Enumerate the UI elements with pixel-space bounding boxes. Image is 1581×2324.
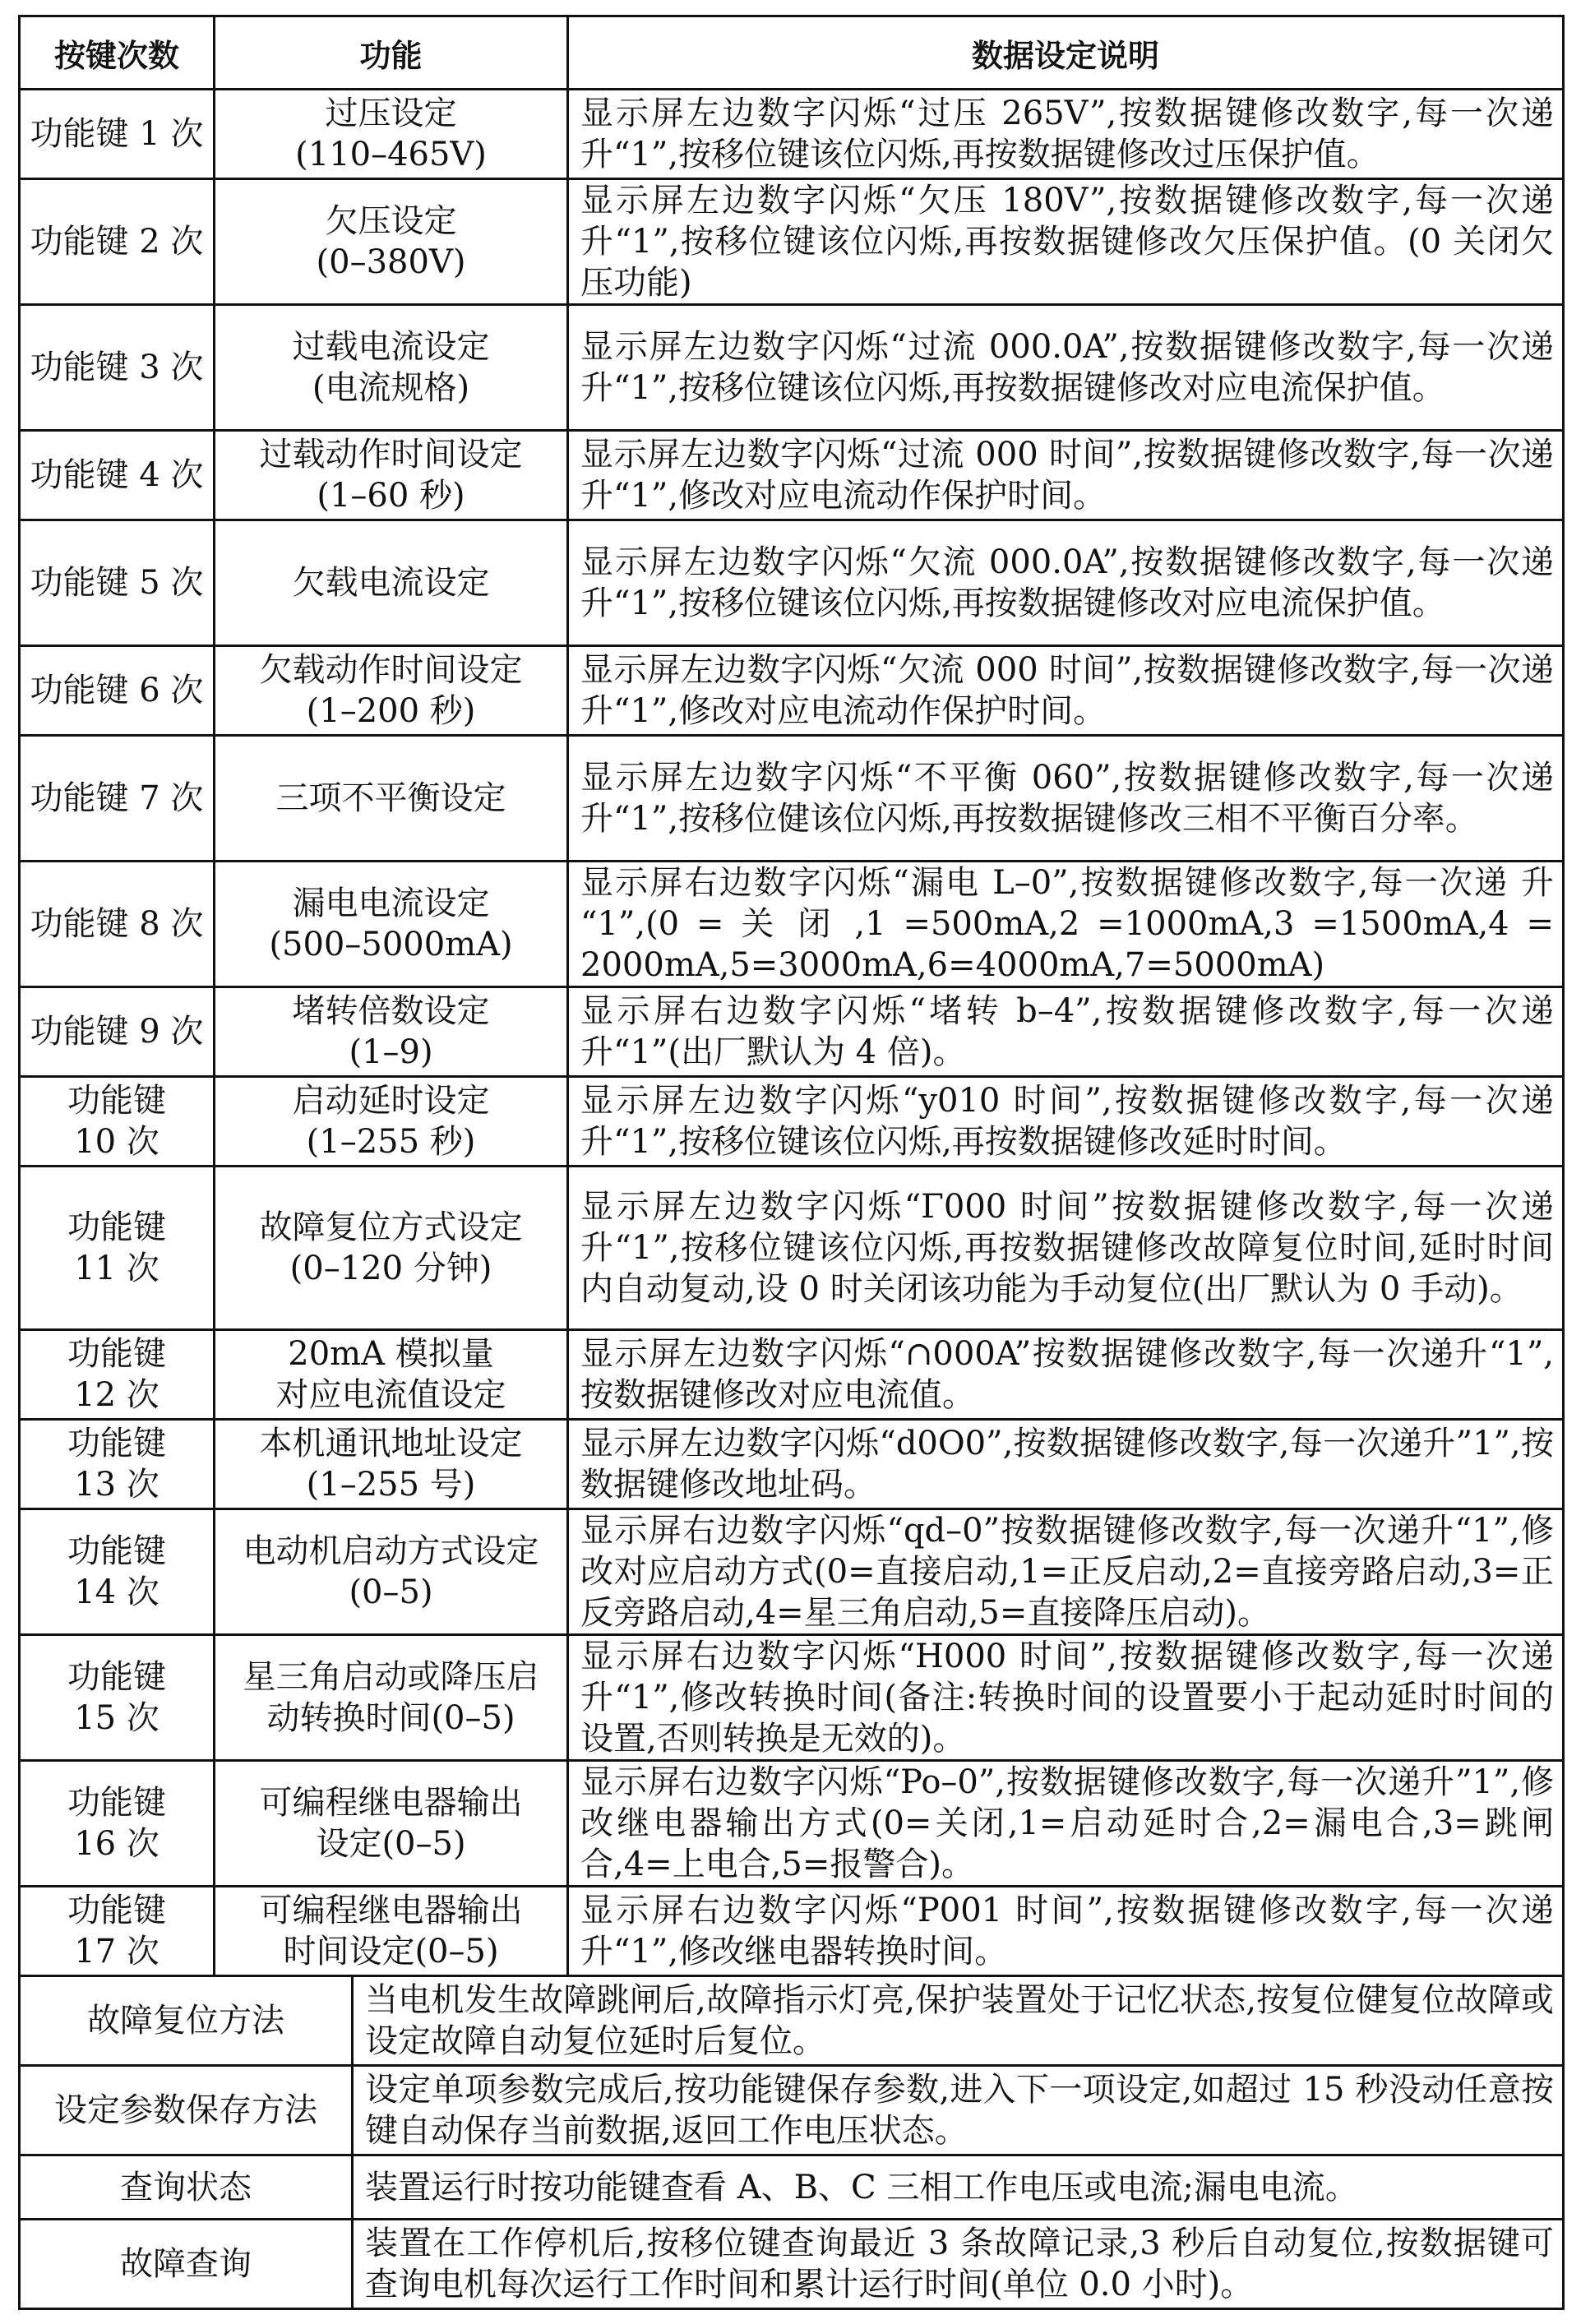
- key-count-cell: 功能键 2 次: [20, 179, 215, 305]
- description-cell: 显示屏左边数字闪烁“不平衡 060”,按数据键修改数字,每一次递升“1”,按移位健该位闪烁,再按数据键修改三相不平衡百分率。: [568, 736, 1564, 862]
- key-count-cell: 功能键 3 次: [20, 305, 215, 431]
- function-line: 欠载电流设定: [292, 564, 490, 602]
- function-line: 欠载动作时间设定: [259, 651, 523, 689]
- description-cell: 显示屏左边数字闪烁“欠压 180V”,按数据键修改数字,每一次递升“1”,按移位键该位闪烁,再按数据键修改欠压保护值。(0 关闭欠压功能): [568, 179, 1564, 305]
- key-count-cell: 功能键 9 次: [20, 987, 215, 1077]
- function-line: 可编程继电器输出: [259, 1892, 523, 1929]
- function-cell: [215, 1635, 568, 1761]
- method-label-cell: 查询状态: [20, 2155, 353, 2220]
- function-cell: [215, 987, 568, 1077]
- header-row: [20, 16, 1564, 90]
- table-row: [20, 1330, 1564, 1420]
- function-line: (1–255 号): [306, 1466, 476, 1504]
- function-line: (110–465V): [295, 136, 487, 173]
- function-line: 20mA 模拟量: [288, 1335, 494, 1373]
- function-line: 星三角启动或降压启: [243, 1658, 539, 1696]
- table-row: [20, 1761, 1564, 1887]
- function-line: (1–9): [349, 1033, 433, 1071]
- table-row: [20, 1635, 1564, 1761]
- function-cell: [215, 1761, 568, 1887]
- function-line: 本机通讯地址设定: [259, 1425, 523, 1462]
- function-line: (1–200 秒): [306, 692, 476, 730]
- description-cell: 显示屏左边数字闪烁“过流 000.0A”,按数据键修改数字,每一次递升“1”,按移位键该位闪烁,再按数据键修改对应电流保护值。: [568, 305, 1564, 431]
- footer-row: [20, 1976, 1564, 2066]
- key-count-cell: 功能键 13 次: [20, 1420, 215, 1509]
- key-count-cell: 功能键 16 次: [20, 1761, 215, 1887]
- footer-row: [20, 2066, 1564, 2155]
- table-row: [20, 1077, 1564, 1167]
- function-cell: [215, 1330, 568, 1420]
- description-cell: 显示屏右边数字闪烁“H000 时间”,按数据键修改数字,每一次递升“1”,修改转换时间(备注:转换时间的设置要小于起动延时时间的设置,否则转换是无效的)。: [568, 1635, 1564, 1761]
- function-line: 对应电流值设定: [275, 1376, 506, 1414]
- table-row: [20, 179, 1564, 305]
- header-description: 数据设定说明: [568, 16, 1564, 90]
- method-description-cell: 装置在工作停机后,按移位键查询最近 3 条故障记录,3 秒后自动复位,按数据键可查询电机每次运行工作时间和累计运行时间(单位 0.0 小时)。: [353, 2220, 1564, 2309]
- description-cell: 显示屏左边数字闪烁“过压 265V”,按数据键修改数字,每一次递升“1”,按移位键该位闪烁,再按数据键修改过压保护值。: [568, 90, 1564, 179]
- function-line: 可编程继电器输出: [259, 1784, 523, 1822]
- key-count-cell: 功能键 11 次: [20, 1167, 215, 1330]
- header-function: 功能: [215, 16, 568, 90]
- function-line: (1–255 秒): [306, 1123, 476, 1161]
- table-row: [20, 736, 1564, 862]
- method-label-cell: 故障查询: [20, 2220, 353, 2309]
- table-row: [20, 987, 1564, 1077]
- function-cell: [215, 431, 568, 520]
- table-row: [20, 520, 1564, 646]
- function-line: 过载电流设定: [292, 328, 490, 366]
- key-count-cell: 功能键 12 次: [20, 1330, 215, 1420]
- method-label-cell: 设定参数保存方法: [20, 2066, 353, 2155]
- description-cell: 显示屏右边数字闪烁“堵转 b–4”,按数据键修改数字,每一次递升“1”(出厂默认为 4 倍)。: [568, 987, 1564, 1077]
- function-cell: [215, 90, 568, 179]
- key-count-cell: 功能键 4 次: [20, 431, 215, 520]
- description-cell: 显示屏左边数字闪烁“欠流 000 时间”,按数据键修改数字,每一次递升“1”,修改对应电流动作保护时间。: [568, 646, 1564, 736]
- function-cell: [215, 862, 568, 987]
- function-line: 动转换时间(0–5): [266, 1699, 515, 1737]
- description-cell: 显示屏右边数字闪烁“Po–0”,按数据键修改数字,每一次递升”1”,修改继电器输出方式(0=关闭,1=启动延时合,2=漏电合,3=跳闸合,4=上电合,5=报警合)。: [568, 1761, 1564, 1887]
- function-line: 故障复位方式设定: [259, 1208, 523, 1246]
- function-line: 设定(0–5): [316, 1825, 466, 1863]
- key-count-cell: 功能键 15 次: [20, 1635, 215, 1761]
- footer-row: [20, 2220, 1564, 2309]
- key-count-cell: 功能键 8 次: [20, 862, 215, 987]
- function-line: 三项不平衡设定: [275, 779, 506, 817]
- table-row: [20, 1167, 1564, 1330]
- method-description-cell: 当电机发生故障跳闸后,故障指示灯亮,保护装置处于记忆状态,按复位健复位故障或设定故障自动复位延时后复位。: [353, 1976, 1564, 2066]
- function-cell: [215, 520, 568, 646]
- key-count-cell: 功能键 5 次: [20, 520, 215, 646]
- function-line: 过压设定: [325, 95, 457, 132]
- function-cell: [215, 1167, 568, 1330]
- function-line: (0–380V): [316, 243, 466, 281]
- description-cell: 显示屏左边数字闪烁“∩000A”按数据键修改数字,每一次递升“1”,按数据键修改对应电流值。: [568, 1330, 1564, 1420]
- footer-row: [20, 2155, 1564, 2220]
- table-row: [20, 1887, 1564, 1976]
- key-count-cell: 功能键 17 次: [20, 1887, 215, 1976]
- function-line: (1–60 秒): [317, 477, 465, 515]
- table-row: [20, 646, 1564, 736]
- function-line: (0–120 分钟): [289, 1250, 492, 1287]
- method-label-cell: 故障复位方法: [20, 1976, 353, 2066]
- description-cell: 显示屏左边数字闪烁“过流 000 时间”,按数据键修改数字,每一次递升“1”,修改对应电流动作保护时间。: [568, 431, 1564, 520]
- function-line: 漏电电流设定: [292, 885, 490, 922]
- function-cell: [215, 1887, 568, 1976]
- method-description-cell: 设定单项参数完成后,按功能键保存参数,进入下一项设定,如超过 15 秒没动任意按键自动保存当前数据,返回工作电压状态。: [353, 2066, 1564, 2155]
- key-count-cell: 功能键 1 次: [20, 90, 215, 179]
- function-line: (500–5000mA): [269, 926, 513, 963]
- function-line: 堵转倍数设定: [292, 992, 490, 1030]
- function-cell: [215, 305, 568, 431]
- function-cell: [215, 1077, 568, 1167]
- table-row: [20, 862, 1564, 987]
- function-cell: [215, 1509, 568, 1635]
- description-cell: 显示屏右边数字闪烁“P001 时间”,按数据键修改数字,每一次递升“1”,修改继电器转换时间。: [568, 1887, 1564, 1976]
- method-description-cell: 装置运行时按功能键查看 A、B、C 三相工作电压或电流;漏电电流。: [353, 2155, 1564, 2220]
- function-cell: [215, 736, 568, 862]
- description-cell: 显示屏左边数字闪烁“Γ000 时间”按数据键修改数字,每一次递升“1”,按移位键该位闪烁,再按数据键修改故障复位时间,延时时间内自动复动,设 0 时关闭该功能为手动复位(出厂默认为 0 手动)。: [568, 1167, 1564, 1330]
- table-row: [20, 90, 1564, 179]
- description-cell: 显示屏右边数字闪烁“漏电 L–0”,按数据键修改数字,每一次递 升 “1”,(0 = 关 闭 ,1 =500mA,2 =1000mA,3 =1500mA,4 = 2000mA,5=3000mA,6=4000mA,7=5000mA): [568, 862, 1564, 987]
- key-count-cell: 功能键 10 次: [20, 1077, 215, 1167]
- table-row: [20, 305, 1564, 431]
- function-cell: [215, 646, 568, 736]
- function-line: 时间设定(0–5): [283, 1933, 499, 1971]
- key-count-cell: 功能键 7 次: [20, 736, 215, 862]
- function-cell: [215, 179, 568, 305]
- settings-table: [18, 15, 1565, 2310]
- table-row: [20, 1509, 1564, 1635]
- description-cell: 显示屏右边数字闪烁“qd–0”按数据键修改数字,每一次递升“1”,修改对应启动方式(0=直接启动,1=正反启动,2=直接旁路启动,3=正反旁路启动,4=星三角启动,5=直接降压启动)。: [568, 1509, 1564, 1635]
- description-cell: 显示屏左边数字闪烁“y010 时间”,按数据键修改数字,每一次递升“1”,按移位键该位闪烁,再按数据键修改延时时间。: [568, 1077, 1564, 1167]
- function-line: (0–5): [349, 1573, 433, 1611]
- function-line: 电动机启动方式设定: [243, 1532, 539, 1570]
- key-count-cell: 功能键 14 次: [20, 1509, 215, 1635]
- key-count-cell: 功能键 6 次: [20, 646, 215, 736]
- header-key: 按键次数: [20, 16, 215, 90]
- function-line: (电流规格): [312, 369, 470, 407]
- table-row: [20, 431, 1564, 520]
- description-cell: 显示屏左边数字闪烁“欠流 000.0A”,按数据键修改数字,每一次递升“1”,按移位键该位闪烁,再按数据键修改对应电流保护值。: [568, 520, 1564, 646]
- function-line: 启动延时设定: [292, 1082, 490, 1120]
- description-cell: 显示屏左边数字闪烁“d0O0”,按数据键修改数字,每一次递升”1”,按数据键修改地址码。: [568, 1420, 1564, 1509]
- function-line: 过载动作时间设定: [259, 436, 523, 474]
- table-row: [20, 1420, 1564, 1509]
- function-line: 欠压设定: [325, 202, 457, 240]
- function-cell: [215, 1420, 568, 1509]
